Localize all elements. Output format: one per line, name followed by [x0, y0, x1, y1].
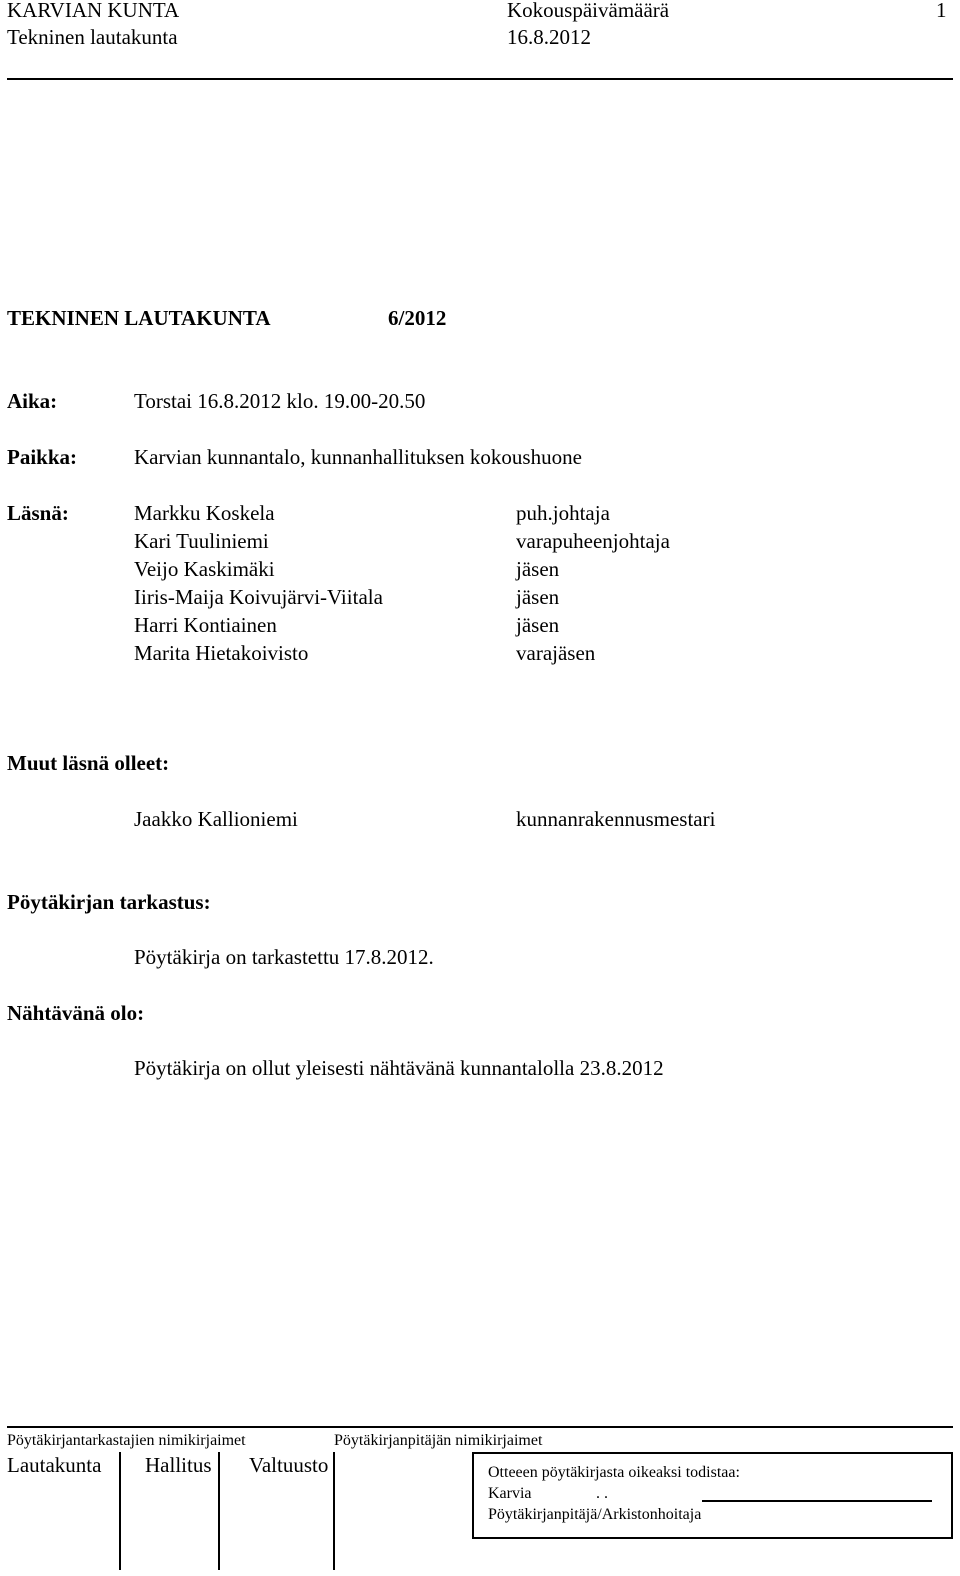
certificate-box [472, 1452, 953, 1539]
signature-line [702, 1500, 932, 1502]
meeting-date-label: Kokouspäivämäärä [507, 0, 670, 22]
certificate-date-dots: . . [596, 1485, 608, 1502]
member-name: Markku Koskela [134, 501, 275, 525]
board-column-label: Lautakunta [7, 1453, 102, 1477]
member-role: jäsen [516, 585, 560, 609]
member-role: jäsen [516, 557, 560, 581]
public-display-label: Nähtävänä olo: [7, 1001, 145, 1025]
member-name: Kari Tuuliniemi [134, 529, 269, 553]
public-display-value: Pöytäkirja on ollut yleisesti nähtävänä kunnantalolla 23.8.2012 [134, 1056, 664, 1080]
page-number: 1 [936, 0, 947, 22]
place-label: Paikka: [7, 445, 78, 469]
present-label: Läsnä: [7, 501, 69, 525]
time-label: Aika: [7, 389, 58, 413]
keeper-initials-label: Pöytäkirjanpitäjän nimikirjaimet [334, 1432, 543, 1449]
place-value: Karvian kunnantalo, kunnanhallituksen kokoushuone [134, 445, 582, 469]
header-rule [7, 78, 953, 80]
member-name: Iiris-Maija Koivujärvi-Viitala [134, 585, 383, 609]
footer-column-divider [333, 1452, 335, 1570]
government-column-label: Hallitus [145, 1453, 212, 1477]
member-role: puh.johtaja [516, 501, 610, 525]
member-role: jäsen [516, 613, 560, 637]
member-role: varajäsen [516, 641, 596, 665]
meeting-number: 6/2012 [388, 306, 447, 330]
document-title: TEKNINEN LAUTAKUNTA [7, 306, 271, 330]
minutes-review-value: Pöytäkirja on tarkastettu 17.8.2012. [134, 945, 434, 969]
footer-rule [7, 1426, 953, 1428]
council-column-label: Valtuusto [249, 1453, 329, 1477]
time-value: Torstai 16.8.2012 klo. 19.00-20.50 [134, 389, 426, 413]
footer-column-divider [119, 1452, 121, 1570]
department-name: Tekninen lautakunta [7, 25, 178, 49]
checkers-initials-label: Pöytäkirjantarkastajien nimikirjaimet [7, 1432, 246, 1449]
others-present-label: Muut läsnä olleet: [7, 751, 170, 775]
minutes-review-label: Pöytäkirjan tarkastus: [7, 890, 211, 914]
member-name: Marita Hietakoivisto [134, 641, 309, 665]
footer-column-divider [218, 1452, 220, 1570]
member-name: Veijo Kaskimäki [134, 557, 275, 581]
certificate-statement: Otteeen pöytäkirjasta oikeaksi todistaa: [488, 1464, 740, 1481]
others-present-role: kunnanrakennusmestari [516, 807, 716, 831]
certificate-place: Karvia [488, 1485, 532, 1502]
meeting-date: 16.8.2012 [507, 25, 591, 49]
member-role: varapuheenjohtaja [516, 529, 670, 553]
others-present-name: Jaakko Kallioniemi [134, 807, 298, 831]
org-name: KARVIAN KUNTA [7, 0, 180, 22]
member-name: Harri Kontiainen [134, 613, 277, 637]
certificate-signer: Pöytäkirjanpitäjä/Arkistonhoitaja [488, 1506, 702, 1523]
